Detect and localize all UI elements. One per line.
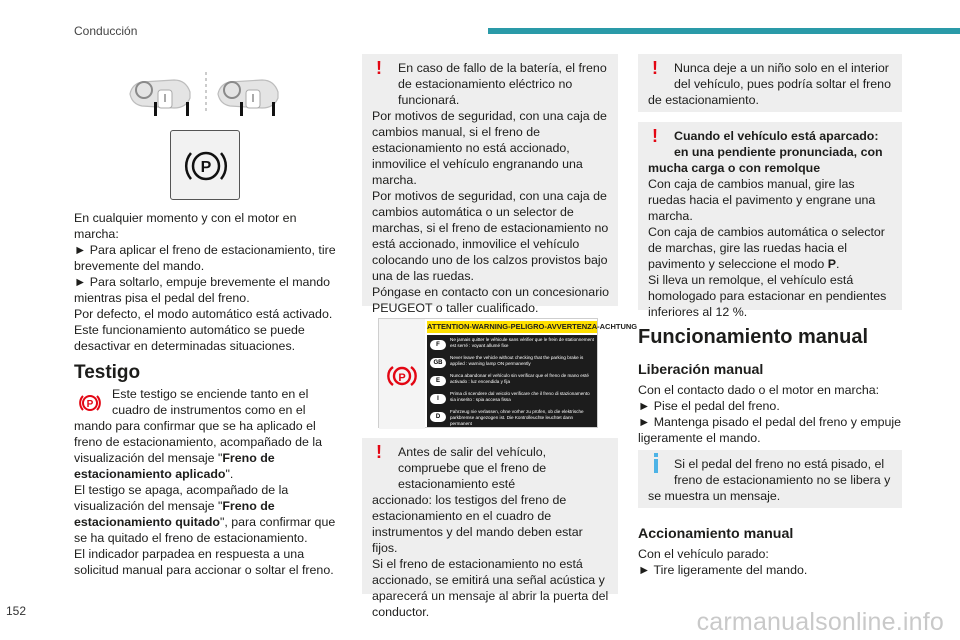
warning-label-image [378,318,638,428]
warning-exclamation-icon: ! [652,58,658,78]
warning-exclamation-icon: ! [652,126,658,146]
before-leaving-warning-box: ! Antes de salir del vehículo, compruebe que el freno de estacionamiento esté accionado: los testigos del freno de estacionamiento en el cuadro de instrumentos y del mando deben estar fijos. Si el freno de estacionamiento no está accionado, se emitirá una señal acústica y aparecerá un mensaje al abrir la puerta del conductor. [362,438,618,594]
label-body [427,335,597,427]
watermark: carmanualsonline.info [696,608,944,636]
label-header: ATTENTION-WARNING-PELIGRO-AVVERTENZA-ACHTUNG [427,322,638,331]
parked-slope-warning-box: ! Cuando el vehículo está aparcado: en una pendiente pronunciada, con mucha carga o con remolque Con caja de cambios manual, gire las ruedas hacia el pavimento y engrane una marcha. Con caja de cambios automática o selector de marchas, gire las ruedas hacia el pavimento y seleccione el modo P. Si lleva un remolque, el vehículo está homologado para estacionar en pendientes inferiores al 12 %. [638,122,902,310]
parking-brake-icon [171,131,241,201]
info-icon [648,456,674,472]
header-bar [488,28,960,34]
section-title: Conducción [74,24,138,38]
intro-line: Por defecto, el modo automático está activado. [74,307,333,321]
label-left-panel [379,319,425,429]
parking-brake-warning-lamp-icon [74,388,106,418]
testigo-description: mando para confirmar que se ha aplicado el freno de estacionamiento, acompañado de la visualización del mensaje "Freno de estacionamiento aplicado". El testigo se apaga, acompañado de la visualización del mensaje "Freno de estacionamiento quitado", para confirmar que se ha quitado el freno de estacionamiento. El indicador parpadea en respuesta a una solicitud manual para accionar o soltar el freno. [74,419,336,577]
svg-text:P: P [200,159,212,176]
child-warning-box: ! Nunca deje a un niño solo en el interior del vehículo, pues podría soltar el freno de estacionamiento. [638,54,902,112]
label-row: I Prima di scendere dal veicolo verificare che il freno di stazionamento sia inserito : spia accesa fissa [430,391,594,409]
brake-lever-illustration [128,72,288,118]
testigo-first-lines: Este testigo se enciende tanto en el cuadro de instrumentos como en el [112,387,309,417]
page-number: 152 [6,604,27,618]
svg-text:P: P [398,372,406,384]
label-row: D Fahrzeug nie verlassen, ohne vorher zu prüfen, ob die elektrische parkbremse angezogen ist. Die Kontrolleuchte leuchtet dann permanent [430,409,594,427]
brake-pedal-info-box: Si el pedal del freno no está pisado, el freno de estacionamiento no se libera y se muestra un mensaje. [638,450,902,508]
parking-brake-button-image [170,130,240,200]
intro-line: En cualquier momento y con el motor en marcha: [74,211,297,241]
warning-exclamation-icon: ! [376,58,382,78]
manual-application-steps: Con el vehículo parado: ► Tire ligeramente del mando. [638,547,808,577]
svg-text:P: P [86,399,94,410]
label-row: E Nunca abandonar el vehículo sin verificar que el freno de mano esté activado : luz encendida y fija [430,373,594,391]
parking-brake-icon [384,361,420,391]
intro-line: ► Para soltarlo, empuje brevemente el mando mientras pisa el pedal del freno. [74,275,331,305]
label-row: GB Never leave the vehicle without checking that the parking brake is applied : warning lamp ON permanently [430,355,594,373]
manual-release-steps: Con el contacto dado o el motor en marcha: ► Pise el pedal del freno. ► Mantenga pisado el pedal del freno y empuje ligeramente el mando. [638,383,901,445]
testigo-heading: Testigo [74,362,141,383]
intro-line: ► Para aplicar el freno de estacionamiento, tire brevemente del mando. [74,243,336,273]
manual-release-heading: Liberación manual [638,362,764,378]
manual-application-heading: Accionamiento manual [638,526,794,542]
intro-text [74,210,336,354]
warning-exclamation-icon: ! [376,442,382,462]
battery-failure-warning-box: ! En caso de fallo de la batería, el freno de estacionamiento eléctrico no funcionará. Por motivos de seguridad, con una caja de cambios manual, si el freno de estacionamiento no está accionado, inmovilice el vehículo engranando una marcha. Por motivos de seguridad, con una caja de cambios automática o un selector de marchas, si el freno de estacionamiento no está accionado, inmovilice el vehículo colocando uno de los calzos provistos bajo una de las ruedas. Póngase en contacto con un concesionario PEUGEOT o taller cualificado. [362,54,618,306]
manual-operation-heading: Funcionamiento manual [638,326,869,348]
intro-line: Este funcionamiento automático se puede desactivar en determinadas situaciones. [74,323,305,353]
label-row: F Ne jamais quitter le véhicule sans vérifier que le frein de stationnement est serré : voyant allumé fixe [430,337,594,355]
